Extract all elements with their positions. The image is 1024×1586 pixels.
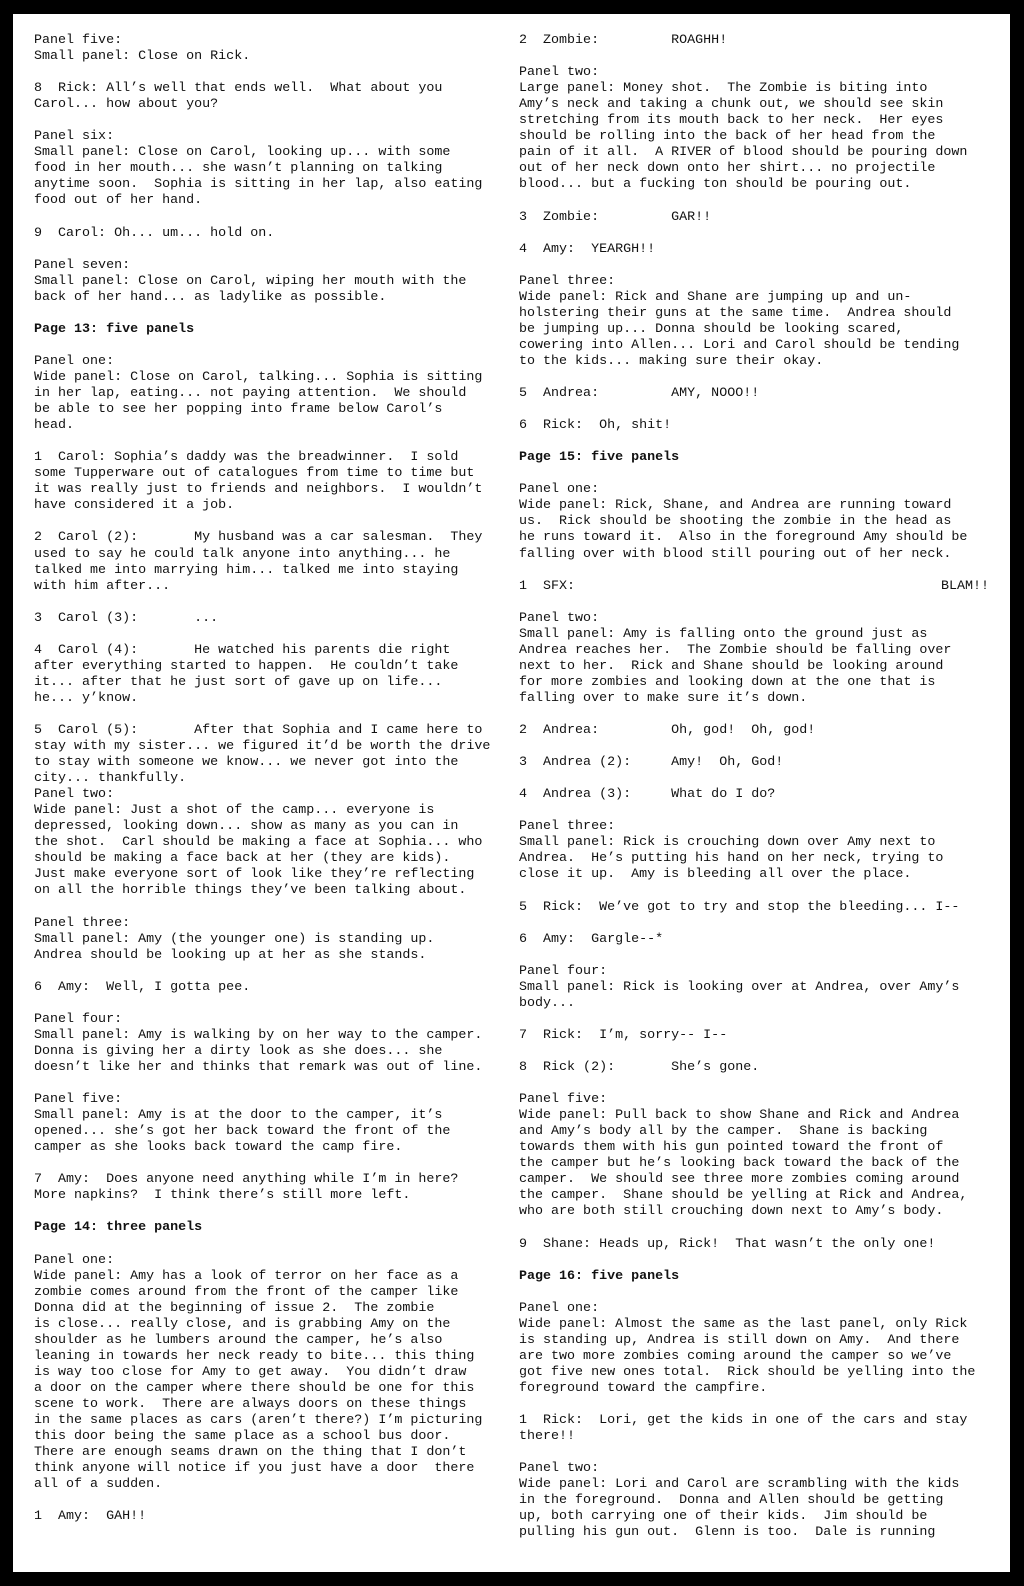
script-block: 8 Rick: All’s well that ends well. What about you Carol... how about you? xyxy=(34,81,443,113)
script-block: 6 Amy: Well, I gotta pee. xyxy=(34,979,251,995)
script-block: 1 Amy: GAH!! xyxy=(34,1509,147,1525)
script-block: 3 Zombie: GAR!! xyxy=(519,209,712,225)
script-block: Panel five: Small panel: Amy is at the door to the camper, it’s opened... she’s got her back toward the front of the camper as she looks back toward the camp fire. xyxy=(34,1092,451,1156)
sfx-sound: BLAM!! xyxy=(940,578,989,594)
script-block: Panel two: Large panel: Money shot. The Zombie is biting into Amy’s neck and taking a chunk out, we should see skin stretching from its mouth back to her neck. Her eyes should be rolling into the back of her head from the pain of it all. A RIVER of blood should be pouring down out of her neck down onto her shirt... no projectile blood... but a fucking ton should be pouring out. xyxy=(519,65,968,193)
script-block: 5 Rick: We’ve got to try and stop the bleeding... I-- xyxy=(519,899,960,915)
script-block: 9 Carol: Oh... um... hold on. xyxy=(34,225,275,241)
script-block: Panel seven: Small panel: Close on Carol, wiping her mouth with the back of her hand... as ladylike as possible. xyxy=(34,257,467,305)
script-page xyxy=(13,14,1010,1572)
script-block: 2 Carol (2): My husband was a car salesman. They used to say he could talk anyone into anything... he talked me into marrying him... talked me into staying with him after... xyxy=(34,530,483,594)
script-block: 2 Andrea: Oh, god! Oh, god! xyxy=(519,723,816,739)
sfx-speaker: 1 SFX: xyxy=(519,578,576,594)
page-heading: Page 16: five panels xyxy=(519,1268,680,1284)
page-heading: Page 14: three panels xyxy=(34,1220,203,1236)
script-block: 9 Shane: Heads up, Rick! That wasn’t the only one! xyxy=(519,1236,936,1252)
script-block: Panel three: Small panel: Amy (the younger one) is standing up. Andrea should be looking up at her as she stands. xyxy=(34,915,435,963)
script-block: 1 Rick: Lori, get the kids in one of the cars and stay there!! xyxy=(519,1413,968,1445)
script-block: 1 Carol: Sophia’s daddy was the breadwinner. I sold some Tupperware out of catalogues from time to time but it was really just to friends and neighbors. I wouldn’t have considered it a job. xyxy=(34,450,483,514)
script-block: 6 Amy: Gargle--* xyxy=(519,931,664,947)
left-column xyxy=(34,33,504,1541)
script-block: Panel one: Wide panel: Close on Carol, talking... Sophia is sitting in her lap, eating... not paying attention. We should be able to see her popping into frame below Carol’s head. xyxy=(34,353,483,434)
script-block: Panel three: Small panel: Rick is crouching down over Amy next to Andrea. He’s putting his hand on her neck, trying to close it up. Amy is bleeding all over the place. xyxy=(519,819,944,883)
script-block: 3 Carol (3): ... xyxy=(34,610,219,626)
script-block: Panel one: Wide panel: Amy has a look of terror on her face as a zombie comes around from the front of the camper like Donna did at the beginning of issue 2. The zombie is close... really close, and is grabbing Amy on the shoulder as he lumbers around the camper, he’s also leaning in towards her neck ready to bite... this thing is way too close for Amy to get away. You didn’t draw a door on the camper where there should be one for this scene to work. There are always doors on these things in the same places as cars (aren’t there?) I’m picturing this door being the same place as a school bus door. There are enough seams drawn on the thing that I don’t think anyone will notice if you just have a door there all of a sudden. xyxy=(34,1252,483,1493)
script-block: Panel five: Wide panel: Pull back to show Shane and Rick and Andrea and Amy’s body all by the camper. Shane is backing towards them with his gun pointed toward the front of the camper but he’s looking back toward the back of the camper. We should see three more zombies coming around the camper. Shane should be yelling at Rick and Andrea, who are both still crouching down next to Amy’s body. xyxy=(519,1092,968,1220)
sfx-line xyxy=(519,579,989,595)
script-block: 2 Zombie: ROAGHH! xyxy=(519,33,728,48)
script-block: Panel two: Small panel: Amy is falling onto the ground just as Andrea reaches her. The Zombie should be falling over next to her. Rick and Shane should be looking around for more zombies and looking down at the one that is falling over to make sure it’s down. xyxy=(519,610,952,706)
script-block: Panel two: Wide panel: Lori and Carol are scrambling with the kids in the foreground. Donna and Allen should be getting up, both carrying one of their kids. Jim should be pulling his gun out. Glenn is too. Dale is running xyxy=(519,1461,960,1541)
right-column xyxy=(519,33,989,1557)
script-block: 4 Amy: YEARGH!! xyxy=(519,241,656,257)
script-block: 8 Rick (2): She’s gone. xyxy=(519,1060,760,1075)
script-block: 4 Carol (4): He watched his parents die right after everything started to happen. He couldn’t take it... after that he just sort of gave up on life... he... y’know. xyxy=(34,642,459,706)
script-block: 4 Andrea (3): What do I do? xyxy=(519,787,776,803)
script-block: 5 Carol (5): After that Sophia and I came here to stay with my sister... we figured it’d be worth the drive to stay with someone we know... we never got into the city... thankfully. xyxy=(34,723,491,787)
page-heading: Page 15: five panels xyxy=(519,450,680,466)
script-block: 7 Amy: Does anyone need anything while I’m in here? More napkins? I think there’s still more left. xyxy=(34,1172,459,1204)
script-block: 7 Rick: I’m, sorry-- I-- xyxy=(519,1027,728,1043)
script-block: Panel one: Wide panel: Rick, Shane, and Andrea are running toward us. Rick should be shooting the zombie in the head as he runs toward it. Also in the foreground Amy should be falling over with blood still pouring out of her neck. xyxy=(519,482,968,562)
script-block: 6 Rick: Oh, shit! xyxy=(519,418,672,434)
script-block: Panel five: Small panel: Close on Rick. xyxy=(34,33,251,65)
page-heading: Page 13: five panels xyxy=(34,321,195,337)
script-block: Panel four: Small panel: Rick is looking over at Andrea, over Amy’s body... xyxy=(519,963,960,1011)
script-block: Panel three: Wide panel: Rick and Shane are jumping up and un- holstering their guns at the same time. Andrea should be jumping up... Donna should be looking scared, cowering into Allen... Lori and Carol should be tending to the kids... making sure their okay. xyxy=(519,273,960,369)
script-block: 3 Andrea (2): Amy! Oh, God! xyxy=(519,755,784,771)
script-block: 5 Andrea: AMY, NOOO!! xyxy=(519,386,760,402)
script-block: Panel four: Small panel: Amy is walking by on her way to the camper. Donna is giving her a dirty look as she does... she doesn’t like her and thinks that remark was out of line. xyxy=(34,1011,483,1075)
script-block: Panel two: Wide panel: Just a shot of the camp... everyone is depressed, looking down... show as many as you can in the shot. Carl should be making a face at Sophia... who should be making a face back at her (they are kids). Just make everyone sort of look like they’re reflecting on all the horrible things they’ve been talking about. xyxy=(34,787,483,899)
script-block: Panel six: Small panel: Close on Carol, looking up... with some food in her mouth... she wasn’t planning on talking anytime soon. Sophia is sitting in her lap, also eating food out of her hand. xyxy=(34,129,483,209)
script-block: Panel one: Wide panel: Almost the same as the last panel, only Rick is standing up, Andrea is still down on Amy. And there are two more zombies coming around the camper so we’ve got five new ones total. Rick should be yelling into the foreground toward the campfire. xyxy=(519,1300,976,1396)
